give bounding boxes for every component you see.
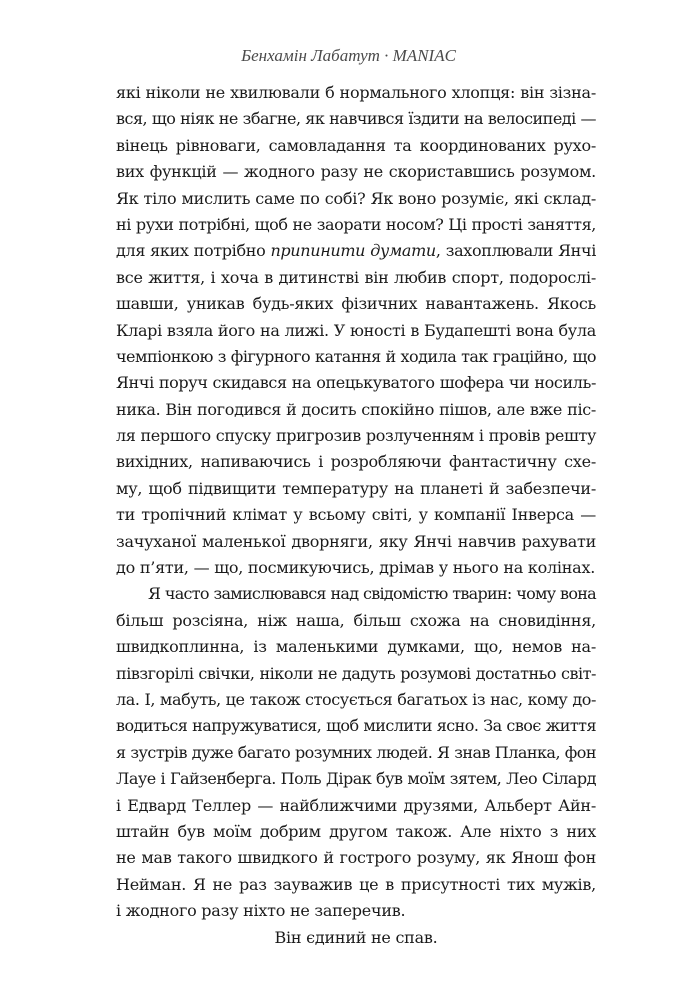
text-line: му, щоб підвищити температуру на планеті й забезпечи- [116,478,596,498]
text-line: для яких потрібно припинити думати, захоплювали Янчі [116,241,596,261]
text-line: не мав такого швидкого й гострого розуму, як Янош фон [116,848,596,868]
italic-phrase: припинити думати [270,241,436,261]
text-line: ника. Він погодився й досить спокійно пішов, але вже піс- [116,399,596,419]
text-line: ні рухи потрібні, щоб не заорати носом? Ці прості заняття, [116,214,596,234]
text-line: швидкоплинна, із маленькими думками, що, немов на- [116,637,596,657]
text-line: більш розсіяна, ніж наша, більш схожа на сновидіння, [116,610,596,630]
text-line: Нейман. Я не раз зауважив це в присутності тих мужів, [116,874,596,894]
text-line: вих функцій — жодного разу не скориставшись розумом. [116,162,596,182]
text-line: Янчі поруч скидався на опецькуватого шофера чи носиль- [116,373,596,393]
text-line: Кларі взяла його на лижі. У юності в Будапешті вона була [116,320,596,340]
text-line: ля першого спуску пригрозив розлученням і провів решту [116,426,596,446]
body-text [116,80,596,951]
text-line: чемпіонкою з фігурного катання й ходила так граційно, що [116,346,596,366]
text-line: водиться напружуватися, щоб мислити ясно. За своє життя [116,716,596,736]
text-line: ла. І, мабуть, це також стосується багатьох із нас, кому до- [116,689,596,709]
text-line: і Едвард Теллер — найближчими друзями, Альберт Айн- [116,795,596,815]
text-line: які ніколи не хвилювали б нормального хлопця: він зізна- [116,83,596,102]
running-header: Бенхамін Лабатут · MANIAC [241,46,456,65]
text-line-paragraph-end: до п’яти, — що, посмикуючись, дрімав у нього на колінах. [116,558,596,578]
text-line: штайн був моїм добрим другом також. Але ніхто з них [116,821,596,841]
text-line-paragraph-end: і жодного разу ніхто не заперечив. [116,901,406,921]
text-line: Лауе і Гайзенберга. Поль Дірак був моїм зятем, Лео Сілард [116,769,596,789]
text-line: шавши, уникав будь-яких фізичних навантажень. Якось [116,294,596,314]
text-line: півзгорілі свічки, ніколи не дадуть розумові достатньо світ- [116,663,596,683]
text-line: ти тропічний клімат у всьому світі, у компанії Інверса — [116,505,596,525]
text-line: вінець рівноваги, самовладання та координованих руxо- [116,135,596,155]
text-line: Як тіло мислить саме по собі? Як воно розуміє, які склад- [116,188,596,208]
text-line: зачуханої маленької дворняги, яку Янчі навчив рахувати [116,531,596,551]
text-line: вихідних, напиваючись і розробляючи фантастичну схе- [116,452,596,472]
text-line: вся, що ніяк не збагне, як навчився їздити на велосипеді — [116,109,596,129]
text-line: я зустрів дуже багато розумних людей. Я знав Планка, фон [116,742,596,762]
text-line: все життя, і хоча в дитинстві він любив спорт, подорослі- [116,267,596,287]
text-line-paragraph-start: Я часто замислювався над свідомістю тварин: чому вона [148,584,596,604]
closing-line: Він єдиний не спав. [274,927,438,947]
